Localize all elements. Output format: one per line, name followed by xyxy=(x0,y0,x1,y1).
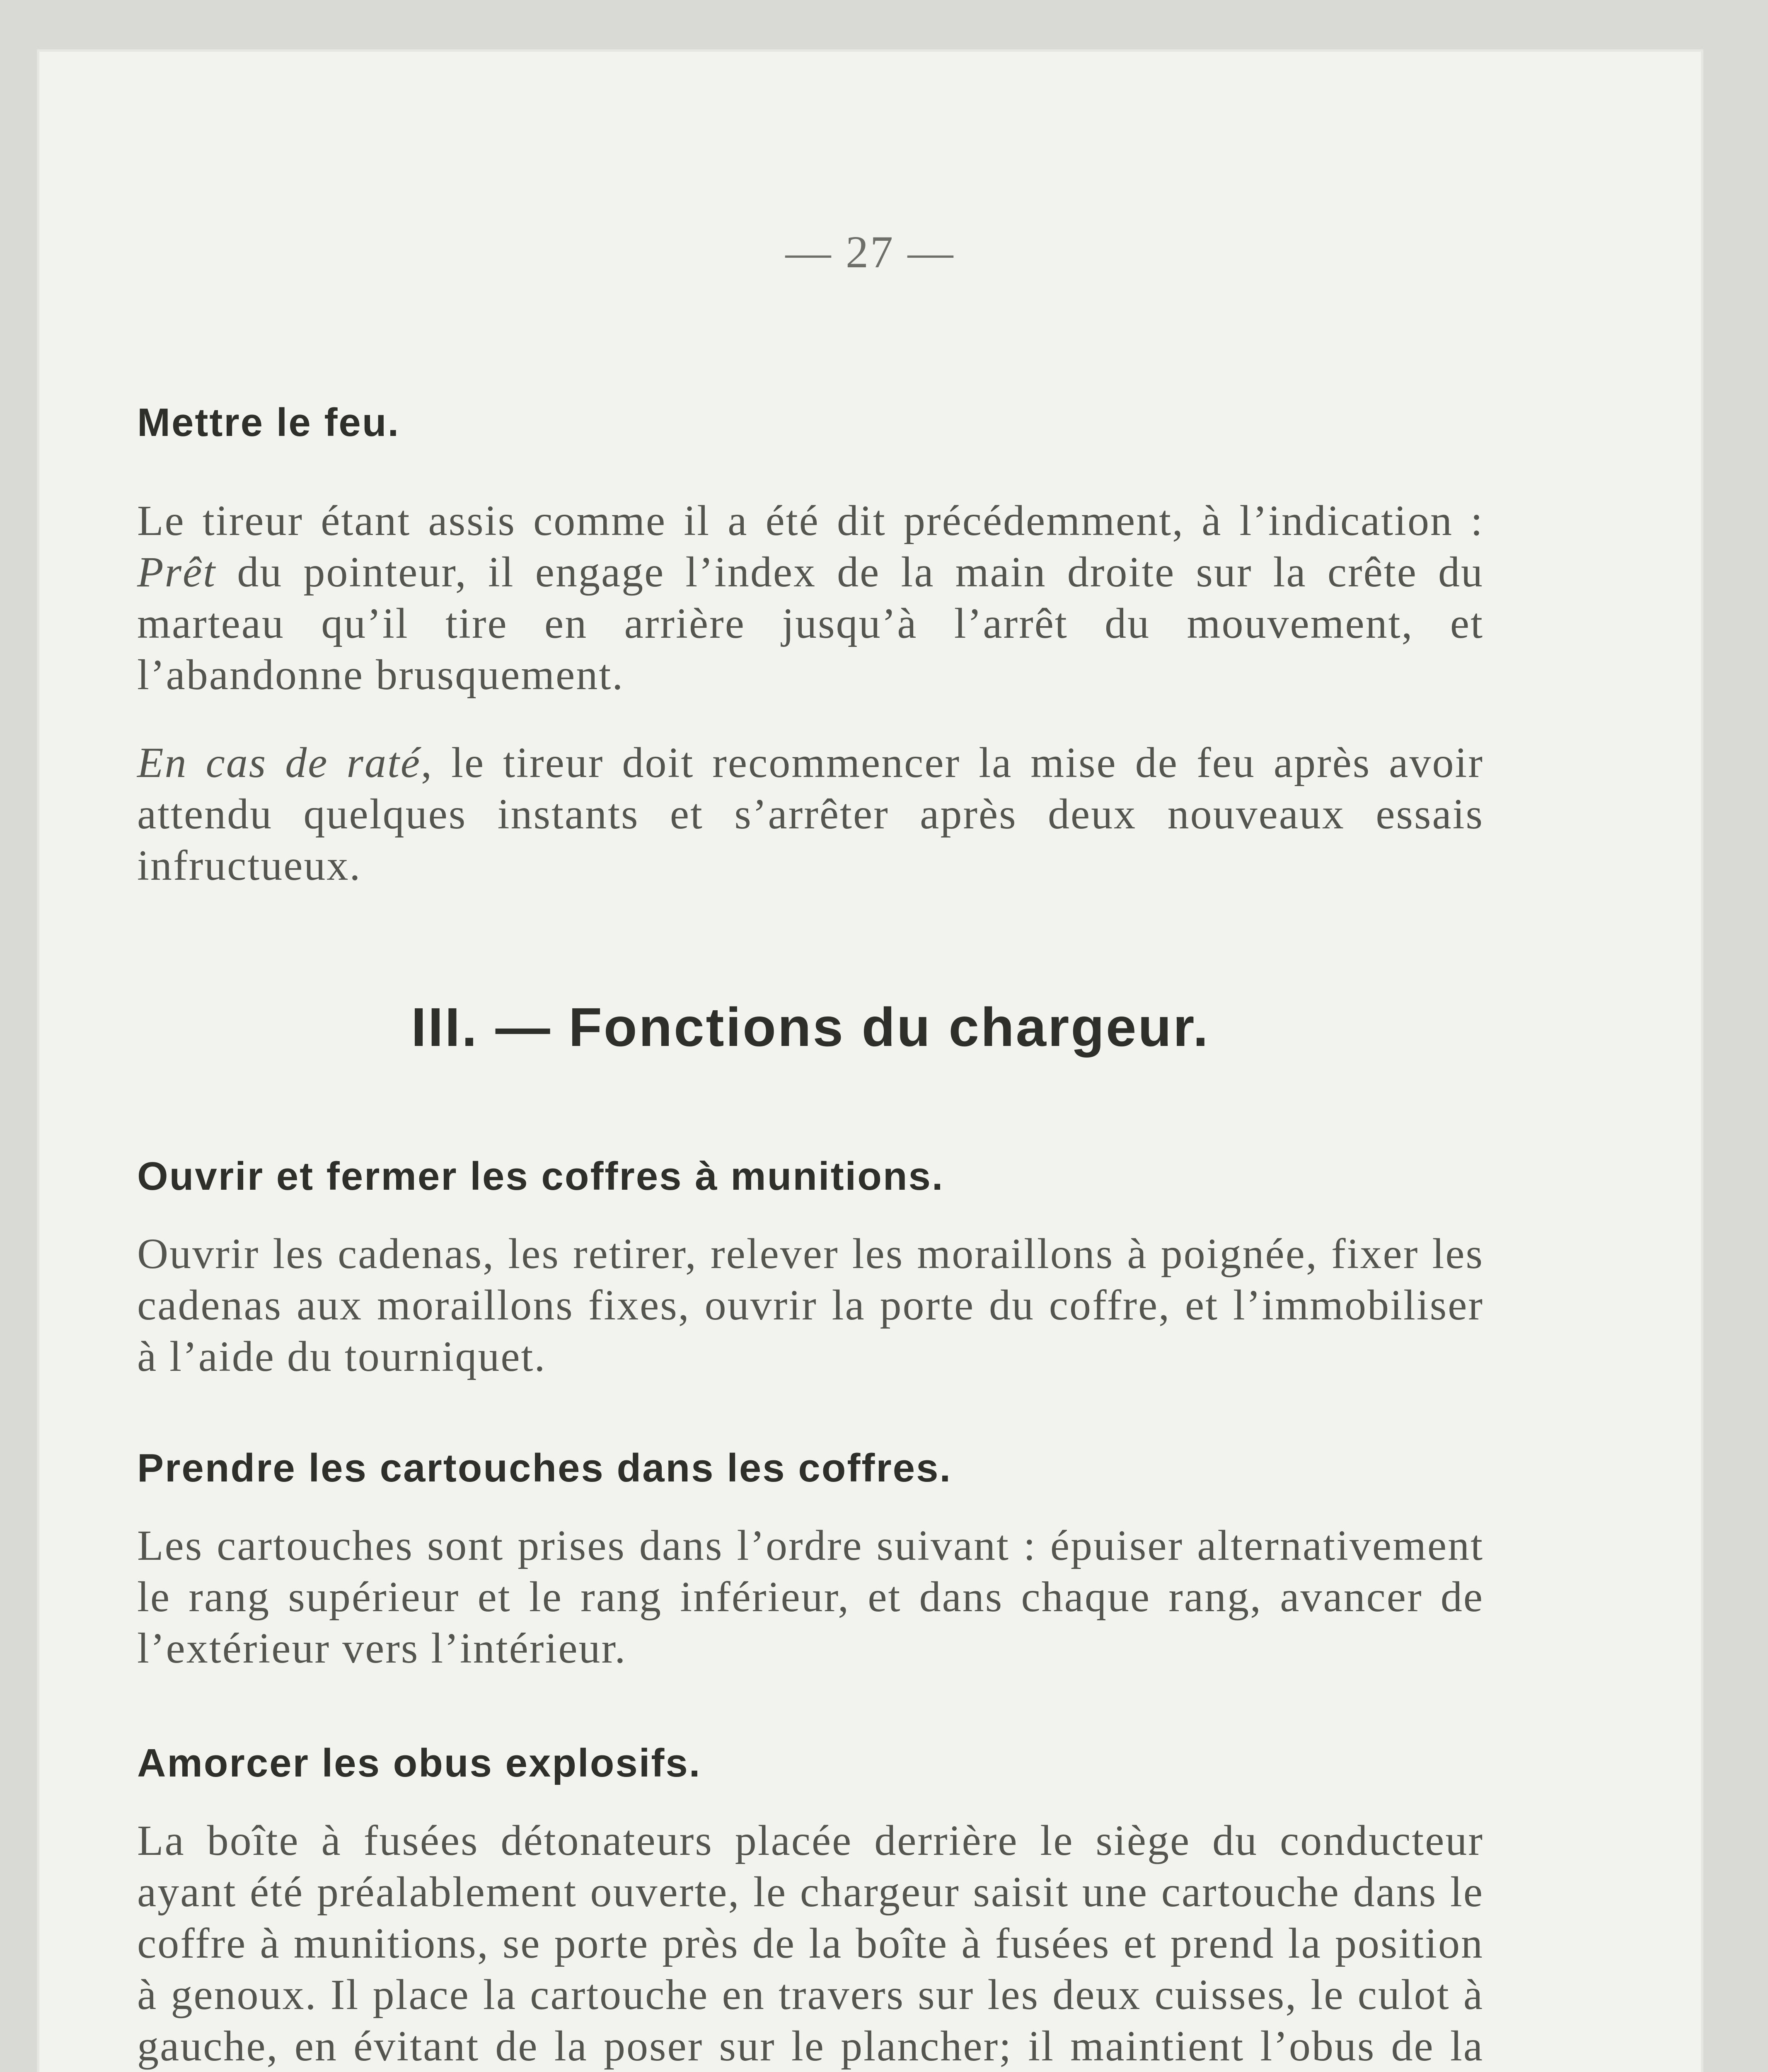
paragraph-text: Le tireur étant assis comme il a été dit précédemment, à l’indication : xyxy=(137,497,1484,545)
heading-mettre-le-feu: Mettre le feu. xyxy=(137,400,400,445)
emphasis-pret: Prêt xyxy=(137,548,217,596)
page-number: — 27 — xyxy=(785,227,955,277)
paragraph-text: , le tireur doit recommencer la mise de feu après avoir attendu quelques instants et s’arrêter après deux nouveaux essais infructueux. xyxy=(137,739,1484,889)
page-content xyxy=(137,400,1484,2072)
paragraph-en-cas-de-rate xyxy=(137,737,1484,891)
heading-prendre-cartouches: Prendre les cartouches dans les coffres. xyxy=(137,1446,952,1490)
section-title: III. — Fonctions du chargeur. xyxy=(411,997,1210,1058)
paragraph-ouvrir-coffres: Ouvrir les cadenas, les retirer, relever les moraillons à poignée, fixer les cadenas aux moraillons fixes, ouvrir la porte du coffre, et l’immobiliser à l’aide du tourniquet. xyxy=(137,1230,1484,1380)
book-page xyxy=(39,52,1701,2072)
paragraph-prendre-cartouches: Les cartouches sont prises dans l’ordre suivant : épuiser alternativement le rang supérieur et le rang inférieur, et dans chaque rang, avancer de l’extérieur vers l’intérieur. xyxy=(137,1522,1484,1672)
heading-ouvrir-coffres: Ouvrir et fermer les coffres à munitions. xyxy=(137,1154,944,1198)
paragraph-text: du pointeur, il engage l’index de la main droite sur la crête du marteau qu’il tire en arrière jusqu’à l’arrêt du mouvement, et l’abandonne brusquement. xyxy=(137,548,1484,699)
emphasis-en-cas-de-rate: En cas de raté xyxy=(137,739,421,787)
heading-amorcer-obus: Amorcer les obus explosifs. xyxy=(137,1741,701,1785)
paragraph-mettre-le-feu xyxy=(137,495,1484,701)
paragraph-amorcer-obus: La boîte à fusées détonateurs placée derrière le siège du conducteur ayant été préalablement ouverte, le chargeur saisit une cartouche dans le coffre à munitions, se porte près de la boîte à fusées et prend la position à genoux. Il place la cartouche en travers sur les deux cuisses, le culot à gauche, en évitant de la poser sur le plancher; il maintient l’obus de la xyxy=(137,1817,1484,2070)
